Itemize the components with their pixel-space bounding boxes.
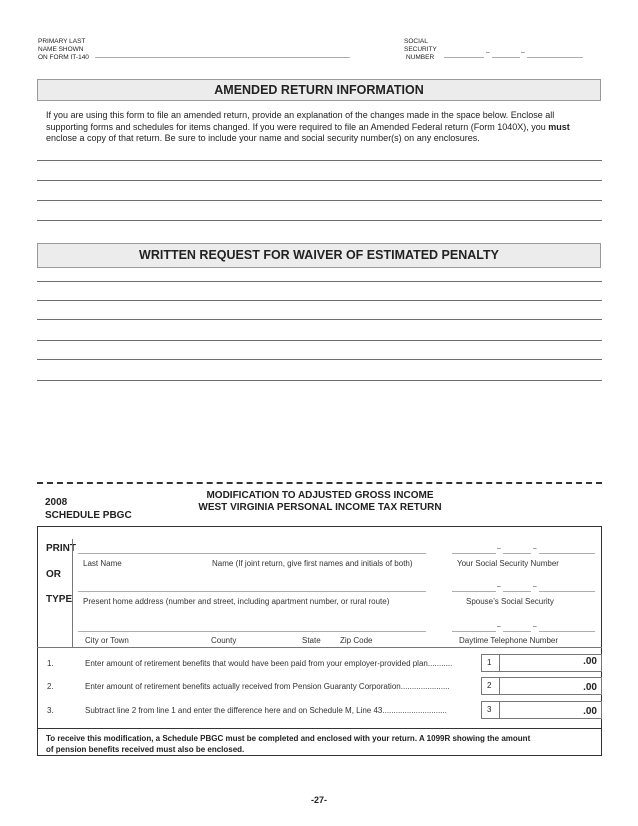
phone-dash-1: – xyxy=(497,623,501,630)
waiver-request-line[interactable] xyxy=(37,319,602,320)
waiver-title: WRITTEN REQUEST FOR WAIVER OF ESTIMATED PENALTY xyxy=(139,248,499,262)
amended-return-banner xyxy=(37,79,601,101)
ssn-dash-2: – xyxy=(521,49,525,56)
waiver-request-line[interactable] xyxy=(37,359,602,360)
your-ssn-dash-2: – xyxy=(533,545,537,552)
amended-explanation-line[interactable] xyxy=(37,220,602,221)
city-label: City or Town xyxy=(85,636,129,645)
address-label: Present home address (number and street, including apartment number, or rural route) xyxy=(83,597,390,606)
primary-name-field[interactable] xyxy=(95,56,350,58)
line-2-text: Enter amount of retirement benefits actually received from Pension Guaranty Corporation...................... xyxy=(85,682,450,691)
your-ssn-field-2[interactable] xyxy=(503,552,531,554)
print-label: PRINT xyxy=(46,543,76,554)
waiver-request-line[interactable] xyxy=(37,281,602,282)
line-2-amount-box[interactable] xyxy=(481,677,602,695)
line-3-index: 3. xyxy=(47,706,54,715)
spouse-ssn-label: Spouse’s Social Security xyxy=(466,597,554,606)
spouse-ssn-field-1[interactable] xyxy=(452,590,496,592)
address-field[interactable] xyxy=(78,590,426,592)
last-name-label: Last Name xyxy=(83,559,122,568)
page-number: -27- xyxy=(310,795,327,805)
ssn-dash-1: – xyxy=(486,49,490,56)
line-3-cents: .00 xyxy=(583,706,597,717)
address-section-divider xyxy=(37,647,602,648)
spouse-ssn-dash-2: – xyxy=(533,583,537,590)
county-label: County xyxy=(211,636,237,645)
cut-line xyxy=(37,482,602,484)
waiver-banner xyxy=(37,243,601,268)
ssn-field-part1[interactable] xyxy=(444,56,484,58)
line-1-cents: .00 xyxy=(583,656,597,667)
phone-field-2[interactable] xyxy=(503,630,531,632)
spouse-ssn-dash-1: – xyxy=(497,583,501,590)
phone-dash-2: – xyxy=(533,623,537,630)
waiver-request-line[interactable] xyxy=(37,380,602,381)
ssn-field-part3[interactable] xyxy=(527,56,583,58)
schedule-name: SCHEDULE PBGC xyxy=(45,510,132,521)
first-name-label: Name (If joint return, give first names and initials of both) xyxy=(212,559,413,568)
line-2-index: 2. xyxy=(47,682,54,691)
spouse-ssn-field-3[interactable] xyxy=(539,590,595,592)
zip-label: Zip Code xyxy=(340,636,373,645)
line-2-number: 2 xyxy=(487,681,492,690)
line-3-text: Subtract line 2 from line 1 and enter the difference here and on Schedule M, Line 43............................. xyxy=(85,706,447,715)
or-label: OR xyxy=(46,569,61,580)
spouse-ssn-field-2[interactable] xyxy=(503,590,531,592)
phone-field-3[interactable] xyxy=(539,630,595,632)
your-ssn-field-3[interactable] xyxy=(539,552,595,554)
schedule-title-2: WEST VIRGINIA PERSONAL INCOME TAX RETURN xyxy=(198,502,442,513)
line-2-cents: .00 xyxy=(583,682,597,693)
city-state-zip-field[interactable] xyxy=(78,630,426,632)
line-3-number: 3 xyxy=(487,705,492,714)
amended-explanation-line[interactable] xyxy=(37,180,602,181)
phone-label: Daytime Telephone Number xyxy=(459,636,559,645)
waiver-request-line[interactable] xyxy=(37,340,602,341)
waiver-request-line[interactable] xyxy=(37,300,602,301)
amended-return-title: AMENDED RETURN INFORMATION xyxy=(214,83,424,97)
ssn-field-part2[interactable] xyxy=(492,56,520,58)
amended-explanation-line[interactable] xyxy=(37,200,602,201)
schedule-note: To receive this modification, a Schedule PBGC must be completed and enclosed with your return. A 1099R showing the amount of pension benefits received must also be enclosed. xyxy=(46,734,531,754)
name-field[interactable] xyxy=(78,552,426,554)
state-label: State xyxy=(302,636,321,645)
line-1-text: Enter amount of retirement benefits that would have been paid from your employer-provided plan........... xyxy=(85,659,453,668)
schedule-year: 2008 xyxy=(45,497,68,508)
schedule-title-1: MODIFICATION TO ADJUSTED GROSS INCOME xyxy=(206,490,434,501)
side-divider xyxy=(72,539,73,647)
type-label: TYPE xyxy=(46,594,73,605)
note-divider xyxy=(37,728,602,729)
your-ssn-dash-1: – xyxy=(497,545,501,552)
ssn-label: SOCIAL SECURITY NUMBER xyxy=(404,38,437,61)
amended-instructions: If you are using this form to file an amended return, provide an explanation of the changes made in the space below. Enclose all supporting forms and schedules for items changed. If you were required to file an Amended Federal return (Form 1040X), you must enclose a copy of that return. Be sure to include your name and social security number(s) on any enclosures. xyxy=(46,110,570,143)
your-ssn-label: Your Social Security Number xyxy=(457,559,559,568)
must-emphasis: must xyxy=(548,121,570,132)
amended-explanation-line[interactable] xyxy=(37,160,602,161)
phone-field-1[interactable] xyxy=(452,630,496,632)
your-ssn-field-1[interactable] xyxy=(452,552,496,554)
line-3-amount-box[interactable] xyxy=(481,701,602,719)
line-1-number: 1 xyxy=(487,658,492,667)
primary-name-label: PRIMARY LAST NAME SHOWN ON FORM IT-140 xyxy=(38,38,89,61)
line-1-amount-box[interactable] xyxy=(481,654,602,672)
line-1-index: 1. xyxy=(47,659,54,668)
